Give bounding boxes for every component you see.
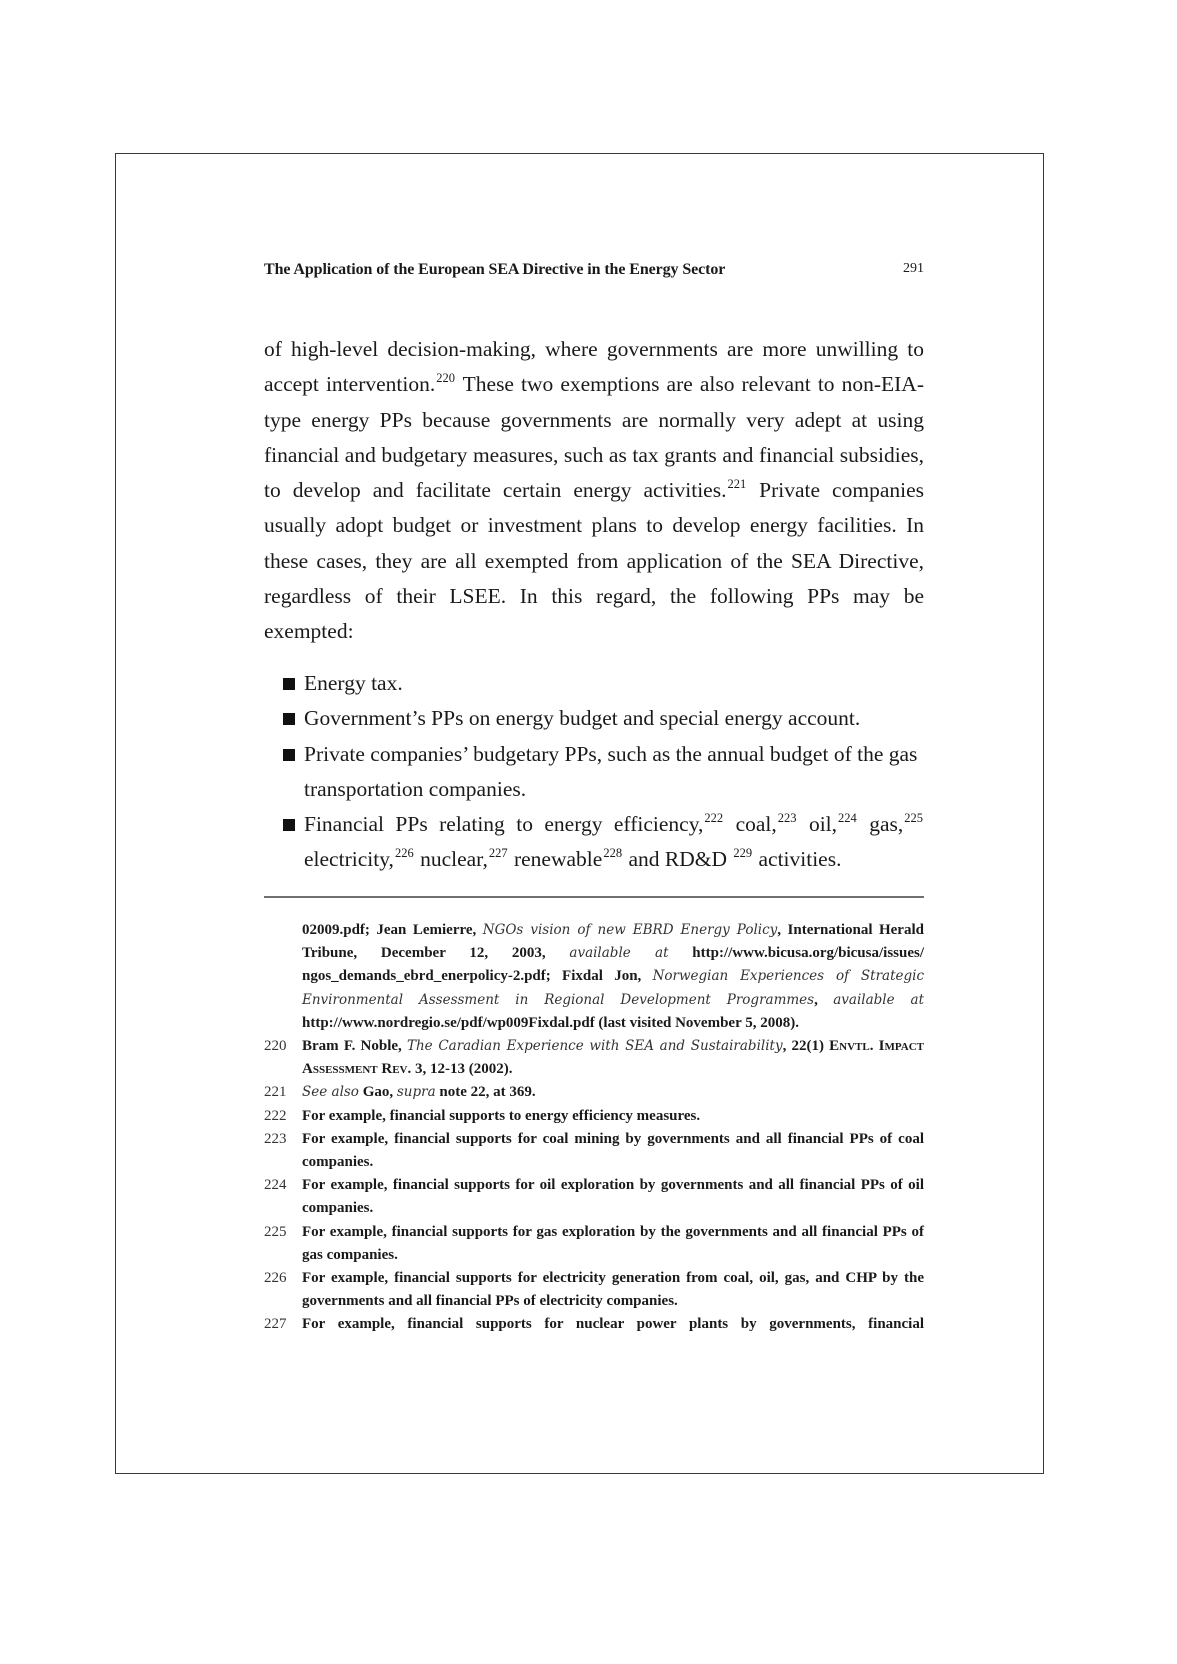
list-item-text: Government’s PPs on energy budget and special energy account.: [304, 706, 861, 731]
running-title: The Application of the European SEA Directive in the Energy Sector: [264, 261, 726, 278]
footnote-italic: The Caradian Experience with SEA and Sustairability: [406, 1038, 783, 1055]
footnote-ref[interactable]: 228: [603, 846, 623, 861]
footnote-text: http://www.bicusa.org/bicusa/issues/ ngos_demands_ebrd_enerpolicy-2.pdf; Fixdal Jon,: [302, 945, 925, 985]
footnote-text: Bram F. Noble,: [302, 1038, 407, 1055]
footnote-222: [264, 1105, 924, 1128]
list-item-text: Financial PPs relating to energy efficiency,: [304, 812, 704, 837]
footnote-number: 225: [264, 1223, 287, 1240]
square-bullet-icon: [283, 713, 295, 725]
footnote-smallcaps: Envtl. Impact Assessment Rev.: [302, 1038, 924, 1078]
footnote-separator: [264, 896, 924, 898]
footnote-number: 226: [264, 1270, 287, 1287]
footnote-ref[interactable]: 222: [704, 811, 724, 826]
footnote-text: Gao,: [358, 1084, 397, 1101]
footnote-220: [264, 1035, 924, 1081]
square-bullet-icon: [283, 678, 295, 690]
footnote-italic: available at: [833, 991, 925, 1008]
footnote-text: For example, financial supports for gas exploration by the governments and all financial PPs of gas companies.: [302, 1223, 924, 1263]
footnote-text: For example, financial supports for oil exploration by governments and all financial PPs of oil companies.: [302, 1177, 924, 1217]
footnote-text: For example, financial supports to energy efficiency measures.: [302, 1107, 701, 1124]
footnote-223: [264, 1128, 924, 1174]
footnote-text: 3, 12-13 (2002).: [411, 1061, 513, 1078]
footnote-224: [264, 1174, 924, 1220]
list-item: [264, 807, 924, 878]
footnote-number: 223: [264, 1130, 287, 1147]
footnote-italic: See also: [302, 1084, 359, 1101]
list-item-text: coal,: [724, 812, 777, 837]
footnote-ref[interactable]: 227: [488, 846, 508, 861]
list-item-text: and RD&D: [623, 847, 733, 872]
list-item-text: Energy tax.: [304, 671, 403, 695]
footnote-text: http://www.nordregio.se/pdf/wp009Fixdal.pdf (last visited November 5, 2008).: [302, 1014, 799, 1031]
paragraph-text: These two exemptions are also relevant to non-EIA-type energy PPs because governments are normally very adept at using financial and budgetary measures, such as tax grants and financial subsidies, to develop and facilitate certain energy activities.: [264, 372, 924, 503]
list-item: [264, 666, 924, 701]
footnote-italic: Norwegian Experiences of Strategic Environmental Assessment in Regional Development Programmes: [302, 968, 925, 1008]
list-item-text: electricity,: [304, 847, 394, 872]
footnote-ref[interactable]: 223: [777, 811, 797, 826]
list-item: [264, 701, 924, 736]
footnote-225: [264, 1221, 924, 1267]
footnote-ref[interactable]: 224: [838, 811, 857, 826]
footnote-text: For example, financial supports for coal mining by governments and all financial PPs of coal companies.: [302, 1130, 924, 1171]
footnote-text: For example, financial supports for electricity generation from coal, oil, gas, and CHP by the governments and all financial PPs of electricity companies.: [302, 1270, 924, 1310]
footnote-text: , International Herald Tribune, December 12, 2003,: [302, 922, 924, 962]
footnote-number: 222: [264, 1107, 287, 1124]
footnote-continued: [264, 919, 924, 1035]
footnote-number: 221: [264, 1084, 287, 1101]
footnote-ref[interactable]: 220: [436, 371, 455, 386]
list-item-text: Private companies’ budgetary PPs, such as the annual budget of the gas transportation companies.: [304, 741, 918, 801]
list-item-text: nuclear,: [414, 847, 488, 872]
exemption-list: [264, 666, 924, 878]
footnote-ref[interactable]: 226: [394, 846, 414, 861]
footnote-ref[interactable]: 225: [904, 811, 923, 826]
running-header: [264, 261, 924, 283]
list-item: [264, 737, 924, 808]
footnote-number: 224: [264, 1177, 287, 1194]
square-bullet-icon: [283, 819, 295, 831]
list-item-text: oil,: [797, 812, 838, 837]
footnote-italic: available at: [569, 945, 669, 962]
page-number: 291: [903, 261, 924, 276]
paragraph-text: of high-level decision-making, where governments are more unwilling to accept intervention.: [264, 337, 924, 397]
footnote-227: [264, 1313, 924, 1336]
footnote-221: [264, 1081, 924, 1104]
footnote-italic: NGOs vision of new EBRD Energy Policy: [482, 922, 778, 938]
footnote-226: [264, 1267, 924, 1313]
footnote-italic: supra: [396, 1084, 436, 1101]
footnote-ref[interactable]: 221: [727, 477, 747, 492]
list-item-text: renewable: [508, 847, 603, 872]
paragraph-text: Private companies usually adopt budget or investment plans to develop energy facilities. In these cases, they are all exempted from application of the SEA Directive, regardless of their LSEE. In this regard, the following PPs may be exempted:: [264, 478, 924, 644]
footnotes: [264, 919, 924, 1337]
footnote-ref[interactable]: 229: [733, 846, 753, 861]
list-item-text: activities.: [753, 847, 842, 872]
footnote-number: 220: [264, 1038, 287, 1055]
body-paragraph: [264, 332, 924, 650]
footnote-number: 227: [264, 1316, 287, 1333]
footnote-text: ,: [814, 991, 834, 1008]
square-bullet-icon: [283, 749, 295, 761]
footnote-text: note 22, at 369.: [435, 1084, 536, 1101]
body-text: [264, 332, 924, 650]
list-item-text: gas,: [857, 812, 904, 837]
footnote-text: , 22(1): [782, 1038, 830, 1055]
footnote-text: For example, financial supports for nuclear power plants by governments, financial: [302, 1316, 924, 1333]
footnote-text: 02009.pdf; Jean Lemierre,: [302, 922, 483, 938]
